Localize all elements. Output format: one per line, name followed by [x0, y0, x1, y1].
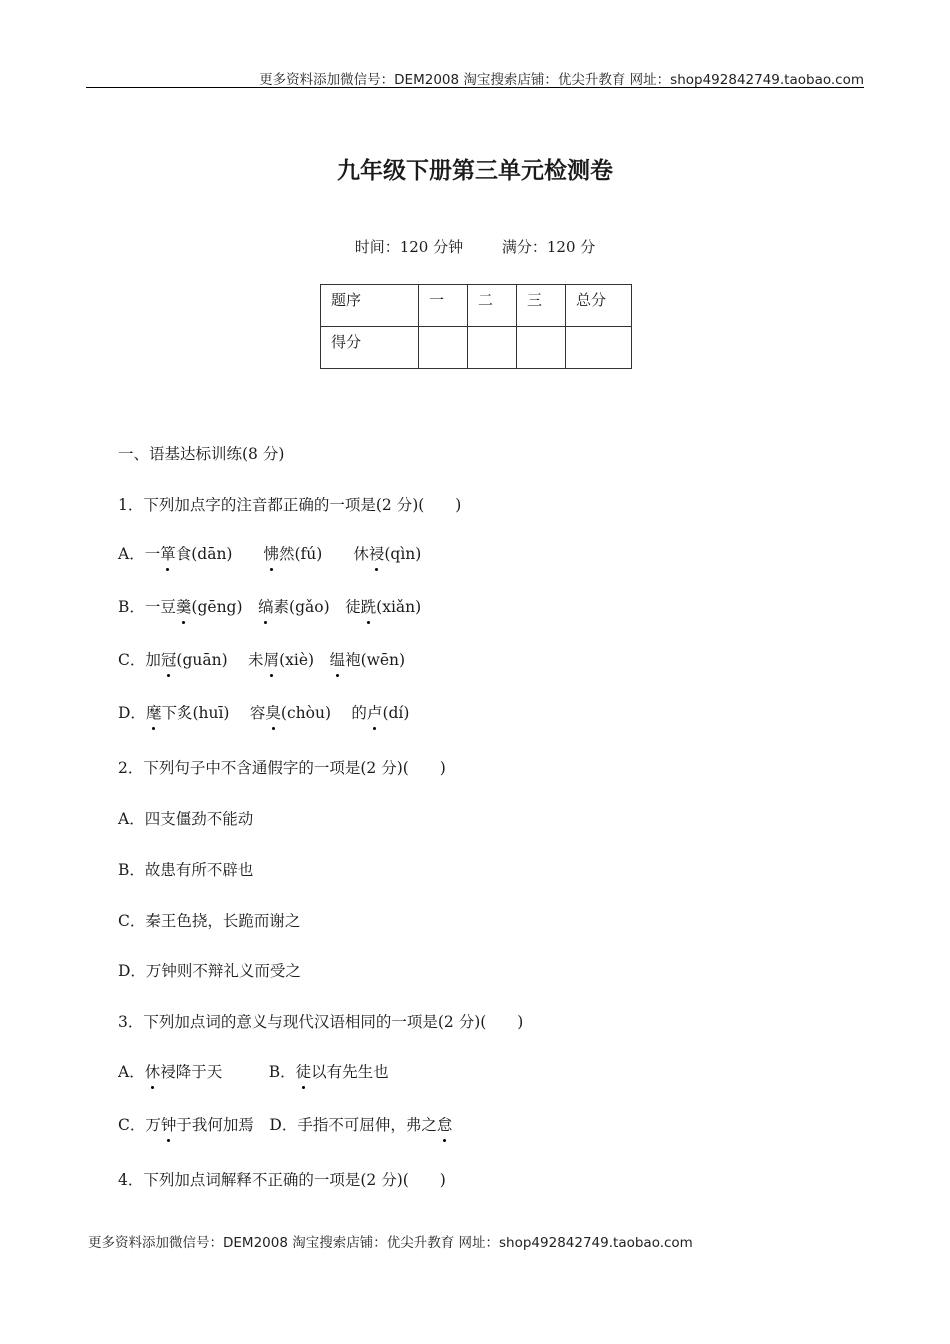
- header-divider: [86, 87, 864, 88]
- score-table-header-row: [321, 285, 632, 327]
- dotted-char: 箪: [160, 542, 176, 564]
- exam-full-score: 满分：120 分: [501, 238, 596, 256]
- option-label: C．万: [118, 1116, 161, 1134]
- option-text: (qìn): [384, 545, 422, 563]
- dotted-char: 麾: [146, 701, 162, 723]
- option-label: C．: [118, 651, 146, 669]
- option-text: (dí): [382, 704, 410, 722]
- option-text: 袍(wēn): [345, 651, 406, 669]
- page-footer: 更多资料添加微信号：DEM2008 淘宝搜索店铺：优尖升教育 网址：shop492842749.taobao.com: [88, 1235, 693, 1251]
- question-2-option-d: D．万钟则不辩礼义而受之: [118, 962, 301, 980]
- dotted-char: 卢: [367, 701, 383, 723]
- option-text: (gēng): [191, 598, 259, 616]
- exam-time: 时间：120 分钟: [354, 238, 464, 256]
- score-row-label: 得分: [321, 327, 419, 369]
- dotted-char: 徒: [296, 1060, 312, 1082]
- option-label: A．: [118, 545, 145, 563]
- option-text: 于我何加焉 D．手指不可屈伸，弗之: [176, 1116, 437, 1134]
- dotted-char: 屑: [264, 648, 280, 670]
- question-1-stem: 1．下列加点字的注音都正确的一项是(2 分)( ): [118, 496, 462, 514]
- option-label: B．: [118, 598, 145, 616]
- question-1-option-a: [118, 542, 421, 564]
- option-text: 祲降于天 B．: [160, 1063, 296, 1081]
- page-header: 更多资料添加微信号：DEM2008 淘宝搜索店铺：优尖升教育 网址：shop492842749.taobao.com: [259, 72, 864, 88]
- page-title: 九年级下册第三单元检测卷: [337, 158, 613, 184]
- dotted-char: 跣: [361, 595, 377, 617]
- dotted-char: 缊: [330, 648, 346, 670]
- question-2-option-c: C．秦王色挠，长跪而谢之: [118, 912, 301, 930]
- score-cell: [517, 327, 566, 369]
- option-label: D．: [118, 704, 146, 722]
- question-3-stem: 3．下列加点词的意义与现代汉语相同的一项是(2 分)( ): [118, 1013, 524, 1031]
- question-1-option-b: [118, 595, 421, 617]
- question-4-stem: 4．下列加点词解释不正确的一项是(2 分)( ): [118, 1171, 446, 1189]
- option-text: 素(gǎo) 徒: [273, 598, 361, 616]
- score-table-header-cell: 题序: [321, 285, 419, 327]
- dotted-char: 钟: [161, 1113, 177, 1135]
- score-table-header-cell: 三: [517, 285, 566, 327]
- question-2-option-b: B．故患有所不辟也: [118, 861, 254, 879]
- option-text: 一豆: [144, 598, 176, 616]
- option-text: (guān) 未: [176, 651, 264, 669]
- question-1-option-c: [118, 648, 405, 670]
- score-cell: [566, 327, 632, 369]
- dotted-char: 怠: [437, 1113, 453, 1135]
- dotted-char: 冠: [161, 648, 177, 670]
- option-text: 然(fú) 休: [279, 545, 369, 563]
- option-text: 以有先生也: [311, 1063, 389, 1081]
- option-text: 食(dān): [175, 545, 264, 563]
- section-heading: 一、语基达标训练(8 分): [118, 445, 285, 463]
- score-table-header-cell: 一: [419, 285, 468, 327]
- score-table-header-cell: 二: [468, 285, 517, 327]
- dotted-char: 祲: [369, 542, 385, 564]
- exam-meta: [0, 236, 950, 257]
- score-cell: [419, 327, 468, 369]
- dotted-char: 羹: [176, 595, 192, 617]
- question-3-options-ab: [118, 1060, 389, 1082]
- dotted-char: 休: [145, 1060, 161, 1082]
- option-text: (xiǎn): [376, 598, 422, 616]
- question-3-options-cd: [118, 1113, 452, 1135]
- score-table-header-cell: 总分: [566, 285, 632, 327]
- option-text: (chòu) 的: [280, 704, 367, 722]
- option-text: (xiè): [279, 651, 330, 669]
- dotted-char: 臭: [265, 701, 281, 723]
- option-text: 加: [145, 651, 161, 669]
- dotted-char: 怫: [263, 542, 279, 564]
- option-label: A．: [118, 1063, 145, 1081]
- option-text: 一: [144, 545, 161, 563]
- score-table-score-row: [321, 327, 632, 369]
- option-text: 下炙(huī) 容: [161, 704, 266, 722]
- question-2-option-a: A．四支僵劲不能动: [118, 810, 254, 828]
- dotted-char: 缟: [258, 595, 274, 617]
- question-2-stem: 2．下列句子中不含通假字的一项是(2 分)( ): [118, 759, 446, 777]
- score-cell: [468, 327, 517, 369]
- question-1-option-d: [118, 701, 409, 723]
- score-table: [320, 284, 632, 369]
